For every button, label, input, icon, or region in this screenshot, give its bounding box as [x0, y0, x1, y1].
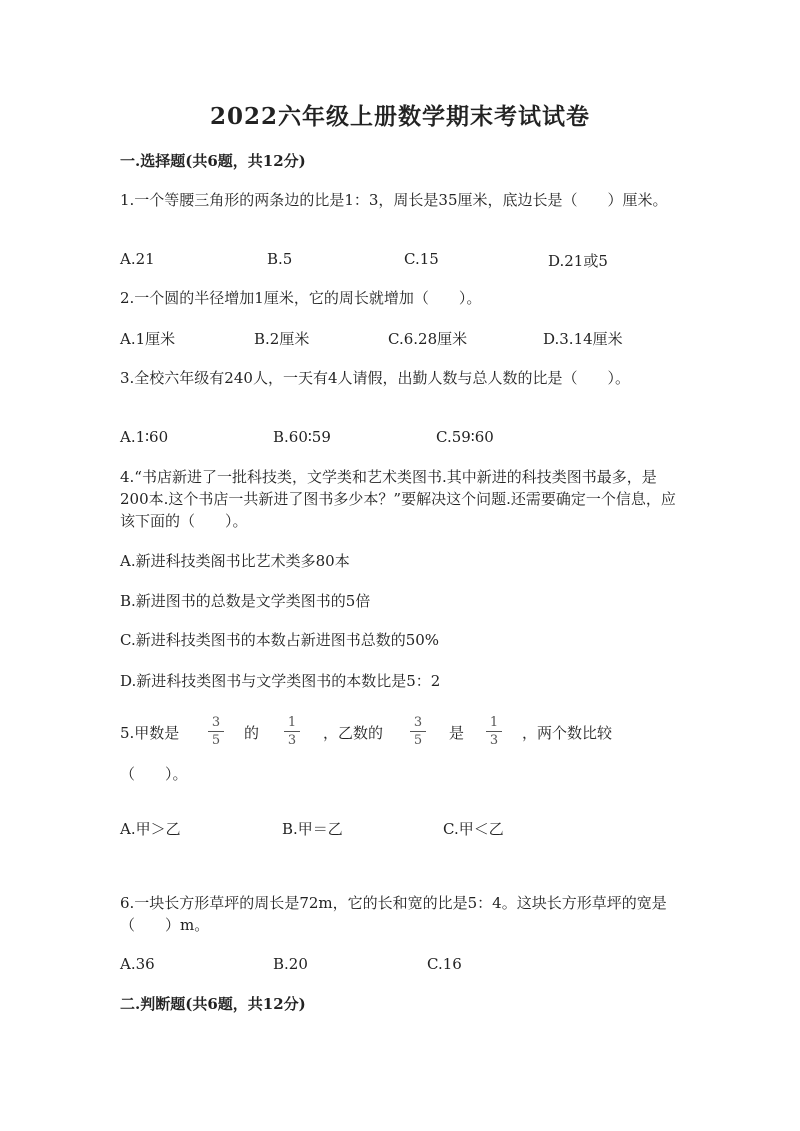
q1-option-c: C.15	[404, 250, 439, 268]
fraction-denominator: 3	[489, 733, 499, 748]
question-3-text: 3.全校六年级有240人，一天有4人请假，出勤人数与总人数的比是（ ）。	[120, 369, 630, 387]
q5-text-part-3: ，乙数的	[323, 724, 384, 742]
q5-option-b: B.甲＝乙	[282, 820, 343, 838]
q5-text-part-2: 的	[244, 724, 260, 742]
question-4-text: 4.“书店新进了一批科技类，文学类和艺术类图书.其中新进的科技类图书最多，是200本.这个书店一共新进了图书多少本？”要解决这个问题.还需要确定一个信息，应该下面的（ ）。	[120, 468, 676, 530]
fraction-bar	[284, 731, 300, 732]
fraction-denominator: 5	[413, 733, 423, 748]
question-1-text: 1.一个等腰三角形的两条边的比是1：3，周长是35厘米，底边长是（ ）厘米。	[120, 191, 668, 209]
section-heading-true-false: 二.判断题(共6题，共12分)	[120, 995, 306, 1013]
q5-text-tail: （ ）。	[120, 765, 188, 783]
fraction-numerator: 3	[211, 715, 221, 730]
q5-fraction-3	[408, 715, 428, 748]
page-title: 2022六年级上册数学期末考试试卷	[209, 103, 590, 130]
q1-option-b: B.5	[267, 250, 293, 268]
q5-option-c: C.甲＜乙	[443, 820, 504, 838]
q4-option-b: B.新进图书的总数是文学类图书的5倍	[120, 592, 371, 610]
fraction-bar	[410, 731, 426, 732]
q5-text-part-4: 是	[449, 724, 465, 742]
q6-option-c: C.16	[427, 955, 462, 973]
q6-option-b: B.20	[273, 955, 308, 973]
q5-fraction-4	[484, 715, 504, 748]
q2-option-a: A.1厘米	[120, 330, 176, 348]
q2-option-c: C.6.28厘米	[388, 330, 468, 348]
q3-option-c: C.59∶60	[436, 428, 494, 446]
q2-option-b: B.2厘米	[254, 330, 310, 348]
q5-fraction-2	[282, 715, 302, 748]
fraction-bar	[486, 731, 502, 732]
fraction-denominator: 3	[287, 733, 297, 748]
q5-text-part-1: 5.甲数是	[120, 724, 180, 742]
question-6-text: 6.一块长方形草坪的周长是72m，它的长和宽的比是5：4。这块长方形草坪的宽是（ ）m。	[120, 894, 667, 934]
fraction-denominator: 5	[211, 733, 221, 748]
q3-option-a: A.1∶60	[120, 428, 169, 446]
fraction-numerator: 1	[287, 715, 297, 730]
q4-option-a: A.新进科技类阁书比艺术类多80本	[120, 552, 350, 570]
q4-option-c: C.新进科技类图书的本数占新进图书总数的50%	[120, 631, 440, 649]
q4-option-d: D.新进科技类图书与文学类图书的本数比是5：2	[120, 672, 441, 690]
q1-option-d: D.21或5	[548, 252, 608, 270]
fraction-numerator: 1	[489, 715, 499, 730]
q5-text-part-5: ，两个数比较	[522, 724, 613, 742]
q1-option-a: A.21	[120, 250, 155, 268]
fraction-bar	[208, 731, 224, 732]
q2-option-d: D.3.14厘米	[543, 330, 623, 348]
q5-fraction-1	[206, 715, 226, 748]
question-2-text: 2.一个圆的半径增加1厘米，它的周长就增加（ ）。	[120, 289, 482, 307]
q3-option-b: B.60∶59	[273, 428, 331, 446]
section-heading-choice: 一.选择题(共6题，共12分)	[120, 152, 306, 170]
fraction-numerator: 3	[413, 715, 423, 730]
q6-option-a: A.36	[120, 955, 155, 973]
q5-option-a: A.甲＞乙	[120, 820, 181, 838]
